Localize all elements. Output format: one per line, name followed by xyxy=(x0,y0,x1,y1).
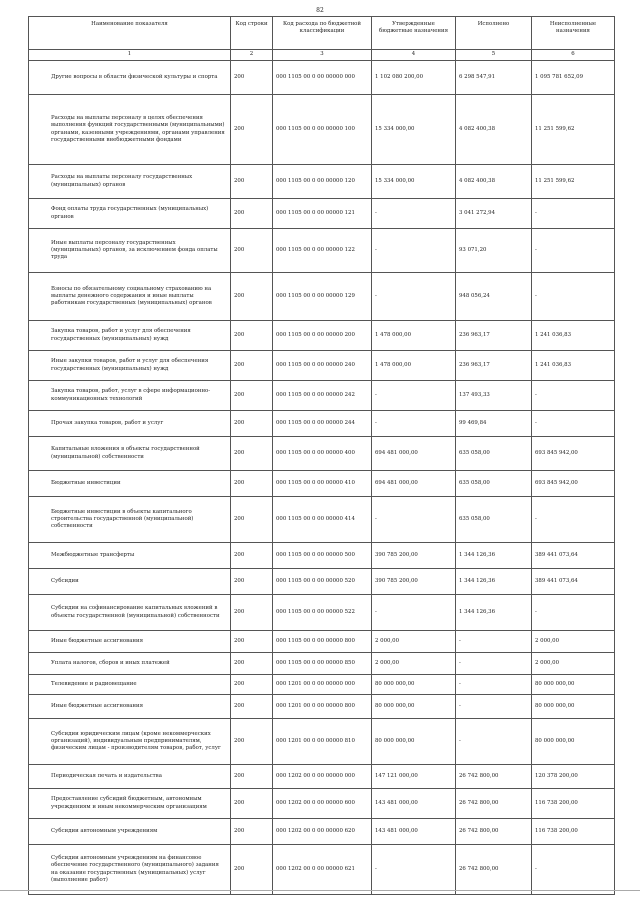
row-code: 200 xyxy=(231,497,273,543)
row-budget-code: 000 1105 00 0 00 00000 122 xyxy=(273,229,372,273)
row-unexecuted: 120 378 200,00 xyxy=(532,765,615,789)
row-executed: 26 742 800,00 xyxy=(456,765,532,789)
row-approved: - xyxy=(372,845,456,895)
row-approved: - xyxy=(372,381,456,411)
row-budget-code: 000 1105 00 0 00 00000 240 xyxy=(273,351,372,381)
row-executed: 4 082 400,38 xyxy=(456,165,532,199)
header-unexecuted: Неисполненные назначения xyxy=(532,17,615,50)
row-name: Иные выплаты персоналу государственных (муниципальных) органов, за исключением фонда оплаты труда xyxy=(29,229,231,273)
table-row xyxy=(29,351,615,381)
table-row xyxy=(29,719,615,765)
row-unexecuted: - xyxy=(532,229,615,273)
row-code: 200 xyxy=(231,719,273,765)
table-row xyxy=(29,765,615,789)
row-code: 200 xyxy=(231,653,273,675)
row-approved: 694 481 000,00 xyxy=(372,437,456,471)
table-column-numbers-row xyxy=(29,50,615,61)
table-row xyxy=(29,569,615,595)
row-executed: 635 058,00 xyxy=(456,437,532,471)
row-unexecuted: 1 095 781 652,09 xyxy=(532,61,615,95)
row-executed: 93 071,20 xyxy=(456,229,532,273)
row-unexecuted: 693 845 942,00 xyxy=(532,471,615,497)
table-row xyxy=(29,543,615,569)
row-approved: 1 478 000,00 xyxy=(372,321,456,351)
row-code: 200 xyxy=(231,789,273,819)
page-number: 82 xyxy=(316,7,324,14)
header-name: Наименование показателя xyxy=(29,17,231,50)
row-approved: - xyxy=(372,273,456,321)
row-name: Иные бюджетные ассигнования xyxy=(29,695,231,719)
row-unexecuted: - xyxy=(532,497,615,543)
table-row xyxy=(29,437,615,471)
header-code: Код строки xyxy=(231,17,273,50)
row-name: Периодическая печать и издательства xyxy=(29,765,231,789)
header-budget-code: Код расхода по бюджетной классификации xyxy=(273,17,372,50)
row-budget-code: 000 1105 00 0 00 00000 800 xyxy=(273,631,372,653)
row-approved: 390 785 200,00 xyxy=(372,543,456,569)
row-approved: 80 000 000,00 xyxy=(372,695,456,719)
table-row xyxy=(29,595,615,631)
row-approved: 15 334 000,00 xyxy=(372,165,456,199)
row-executed: 635 058,00 xyxy=(456,497,532,543)
row-code: 200 xyxy=(231,321,273,351)
row-approved: - xyxy=(372,595,456,631)
row-approved: 2 000,00 xyxy=(372,653,456,675)
table-header-row xyxy=(29,17,615,50)
row-budget-code: 000 1105 00 0 00 00000 121 xyxy=(273,199,372,229)
column-number: 5 xyxy=(456,50,532,61)
table-row xyxy=(29,653,615,675)
row-name: Уплата налогов, сборов и иных платежей xyxy=(29,653,231,675)
row-budget-code: 000 1202 00 0 00 00000 600 xyxy=(273,789,372,819)
row-name: Иные закупки товаров, работ и услуг для обеспечения государственных (муниципальных) нужд xyxy=(29,351,231,381)
row-budget-code: 000 1105 00 0 00 00000 520 xyxy=(273,569,372,595)
table-row xyxy=(29,95,615,165)
table-row xyxy=(29,199,615,229)
row-executed: 6 298 547,91 xyxy=(456,61,532,95)
row-approved: 15 334 000,00 xyxy=(372,95,456,165)
row-executed: 948 056,24 xyxy=(456,273,532,321)
row-name: Закупка товаров, работ и услуг для обеспечения государственных (муниципальных) нужд xyxy=(29,321,231,351)
table-row xyxy=(29,165,615,199)
row-code: 200 xyxy=(231,819,273,845)
row-code: 200 xyxy=(231,411,273,437)
row-unexecuted: - xyxy=(532,273,615,321)
row-budget-code: 000 1105 00 0 00 00000 244 xyxy=(273,411,372,437)
row-name: Бюджетные инвестиции в объекты капитального строительства государственной (муниципальной) собственности xyxy=(29,497,231,543)
row-code: 200 xyxy=(231,845,273,895)
table-row xyxy=(29,61,615,95)
row-executed: 1 344 126,36 xyxy=(456,543,532,569)
row-code: 200 xyxy=(231,229,273,273)
row-unexecuted: 80 000 000,00 xyxy=(532,719,615,765)
row-name: Иные бюджетные ассигнования xyxy=(29,631,231,653)
row-name: Межбюджетные трансферты xyxy=(29,543,231,569)
table-row xyxy=(29,497,615,543)
row-approved: - xyxy=(372,199,456,229)
row-budget-code: 000 1105 00 0 00 00000 242 xyxy=(273,381,372,411)
row-unexecuted: - xyxy=(532,845,615,895)
row-code: 200 xyxy=(231,165,273,199)
table-row xyxy=(29,819,615,845)
table-body xyxy=(29,61,615,895)
row-executed: 26 742 800,00 xyxy=(456,819,532,845)
header-executed: Исполнено xyxy=(456,17,532,50)
row-approved: - xyxy=(372,411,456,437)
row-budget-code: 000 1105 00 0 00 00000 500 xyxy=(273,543,372,569)
row-unexecuted: - xyxy=(532,381,615,411)
header-approved: Утвержденные бюджетные назначения xyxy=(372,17,456,50)
row-budget-code: 000 1201 00 0 00 00000 810 xyxy=(273,719,372,765)
row-code: 200 xyxy=(231,61,273,95)
row-budget-code: 000 1105 00 0 00 00000 200 xyxy=(273,321,372,351)
table-row xyxy=(29,321,615,351)
table-row xyxy=(29,845,615,895)
row-executed: 3 041 272,94 xyxy=(456,199,532,229)
row-code: 200 xyxy=(231,471,273,497)
row-budget-code: 000 1105 00 0 00 00000 000 xyxy=(273,61,372,95)
row-name: Фонд оплаты труда государственных (муниципальных) органов xyxy=(29,199,231,229)
row-name: Другие вопросы в области физической культуры и спорта xyxy=(29,61,231,95)
row-unexecuted: 11 251 599,62 xyxy=(532,95,615,165)
column-number: 2 xyxy=(231,50,273,61)
row-unexecuted: 11 251 599,62 xyxy=(532,165,615,199)
row-name: Капитальные вложения в объекты государственной (муниципальной) собственности xyxy=(29,437,231,471)
column-number: 4 xyxy=(372,50,456,61)
row-code: 200 xyxy=(231,95,273,165)
row-code: 200 xyxy=(231,273,273,321)
row-executed: 137 493,33 xyxy=(456,381,532,411)
row-name: Прочая закупка товаров, работ и услуг xyxy=(29,411,231,437)
row-unexecuted: 389 441 073,64 xyxy=(532,569,615,595)
row-name: Субсидии автономным учреждениям на финансовое обеспечение государственного (муниципального) задания на оказание государственных (муниципальных) услуг (выполнение работ) xyxy=(29,845,231,895)
row-unexecuted: 80 000 000,00 xyxy=(532,675,615,695)
row-budget-code: 000 1105 00 0 00 00000 410 xyxy=(273,471,372,497)
row-unexecuted: 116 738 200,00 xyxy=(532,819,615,845)
row-code: 200 xyxy=(231,569,273,595)
row-code: 200 xyxy=(231,695,273,719)
row-budget-code: 000 1105 00 0 00 00000 400 xyxy=(273,437,372,471)
row-executed: 1 344 126,36 xyxy=(456,569,532,595)
row-unexecuted: 116 738 200,00 xyxy=(532,789,615,819)
row-approved: 80 000 000,00 xyxy=(372,719,456,765)
row-name: Взносы по обязательному социальному страхованию на выплаты денежного содержания и иные выплаты работникам государственных (муниципальных) органов xyxy=(29,273,231,321)
table-row xyxy=(29,229,615,273)
row-unexecuted: 389 441 073,64 xyxy=(532,543,615,569)
row-executed: 99 469,84 xyxy=(456,411,532,437)
row-budget-code: 000 1105 00 0 00 00000 120 xyxy=(273,165,372,199)
row-approved: 147 121 000,00 xyxy=(372,765,456,789)
row-name: Бюджетные инвестиции xyxy=(29,471,231,497)
row-executed: 1 344 126,36 xyxy=(456,595,532,631)
column-number: 6 xyxy=(532,50,615,61)
row-unexecuted: 693 845 942,00 xyxy=(532,437,615,471)
row-executed: 635 058,00 xyxy=(456,471,532,497)
column-number: 1 xyxy=(29,50,231,61)
row-approved: 1 102 080 200,00 xyxy=(372,61,456,95)
row-executed: - xyxy=(456,695,532,719)
row-budget-code: 000 1201 00 0 00 00000 800 xyxy=(273,695,372,719)
row-unexecuted: 2 000,00 xyxy=(532,631,615,653)
table-row xyxy=(29,675,615,695)
table-row xyxy=(29,411,615,437)
row-name: Субсидии на софинансирование капитальных вложений в объекты государственной (муниципальной) собственности xyxy=(29,595,231,631)
row-executed: 236 963,17 xyxy=(456,321,532,351)
row-code: 200 xyxy=(231,543,273,569)
row-code: 200 xyxy=(231,351,273,381)
table-row xyxy=(29,273,615,321)
row-approved: - xyxy=(372,497,456,543)
row-executed: - xyxy=(456,719,532,765)
row-code: 200 xyxy=(231,437,273,471)
budget-execution-table xyxy=(28,16,615,895)
row-code: 200 xyxy=(231,675,273,695)
row-code: 200 xyxy=(231,199,273,229)
row-code: 200 xyxy=(231,631,273,653)
row-name: Субсидии юридическим лицам (кроме некоммерческих организаций), индивидуальным предпринимателям, физическим лицам - производителям товаров, работ, услуг xyxy=(29,719,231,765)
row-executed: 4 082 400,38 xyxy=(456,95,532,165)
table-row xyxy=(29,471,615,497)
row-budget-code: 000 1105 00 0 00 00000 522 xyxy=(273,595,372,631)
row-approved: 1 478 000,00 xyxy=(372,351,456,381)
table-row xyxy=(29,381,615,411)
row-budget-code: 000 1105 00 0 00 00000 850 xyxy=(273,653,372,675)
row-approved: 80 000 000,00 xyxy=(372,675,456,695)
row-budget-code: 000 1202 00 0 00 00000 621 xyxy=(273,845,372,895)
row-approved: 390 785 200,00 xyxy=(372,569,456,595)
row-unexecuted: - xyxy=(532,595,615,631)
table-row xyxy=(29,695,615,719)
row-budget-code: 000 1105 00 0 00 00000 100 xyxy=(273,95,372,165)
row-executed: - xyxy=(456,653,532,675)
row-executed: - xyxy=(456,675,532,695)
row-executed: 26 742 800,00 xyxy=(456,845,532,895)
row-executed: 26 742 800,00 xyxy=(456,789,532,819)
row-approved: 143 481 000,00 xyxy=(372,789,456,819)
row-code: 200 xyxy=(231,765,273,789)
row-unexecuted: 80 000 000,00 xyxy=(532,695,615,719)
row-name: Субсидии xyxy=(29,569,231,595)
table-row xyxy=(29,631,615,653)
row-executed: - xyxy=(456,631,532,653)
row-unexecuted: - xyxy=(532,199,615,229)
row-name: Закупка товаров, работ, услуг в сфере информационно-коммуникационных технологий xyxy=(29,381,231,411)
row-unexecuted: - xyxy=(532,411,615,437)
row-budget-code: 000 1105 00 0 00 00000 129 xyxy=(273,273,372,321)
row-name: Предоставление субсидий бюджетным, автономным учреждениям и иным некоммерческим организациям xyxy=(29,789,231,819)
column-number: 3 xyxy=(273,50,372,61)
row-budget-code: 000 1202 00 0 00 00000 000 xyxy=(273,765,372,789)
row-approved: 694 481 000,00 xyxy=(372,471,456,497)
row-approved: 143 481 000,00 xyxy=(372,819,456,845)
page-bottom-divider xyxy=(0,890,640,891)
row-name: Субсидии автономным учреждениям xyxy=(29,819,231,845)
row-budget-code: 000 1105 00 0 00 00000 414 xyxy=(273,497,372,543)
row-unexecuted: 2 000,00 xyxy=(532,653,615,675)
row-executed: 236 963,17 xyxy=(456,351,532,381)
row-name: Расходы на выплаты персоналу в целях обеспечения выполнения функций государственными (муниципальными) органами, казенными учреждениями, органами управления государственными внебюджетными фондами xyxy=(29,95,231,165)
table-row xyxy=(29,789,615,819)
row-code: 200 xyxy=(231,595,273,631)
row-name: Расходы на выплаты персоналу государственных (муниципальных) органов xyxy=(29,165,231,199)
row-code: 200 xyxy=(231,381,273,411)
row-approved: - xyxy=(372,229,456,273)
row-budget-code: 000 1201 00 0 00 00000 000 xyxy=(273,675,372,695)
row-budget-code: 000 1202 00 0 00 00000 620 xyxy=(273,819,372,845)
row-name: Телевидение и радиовещание xyxy=(29,675,231,695)
row-unexecuted: 1 241 036,83 xyxy=(532,321,615,351)
row-approved: 2 000,00 xyxy=(372,631,456,653)
row-unexecuted: 1 241 036,83 xyxy=(532,351,615,381)
